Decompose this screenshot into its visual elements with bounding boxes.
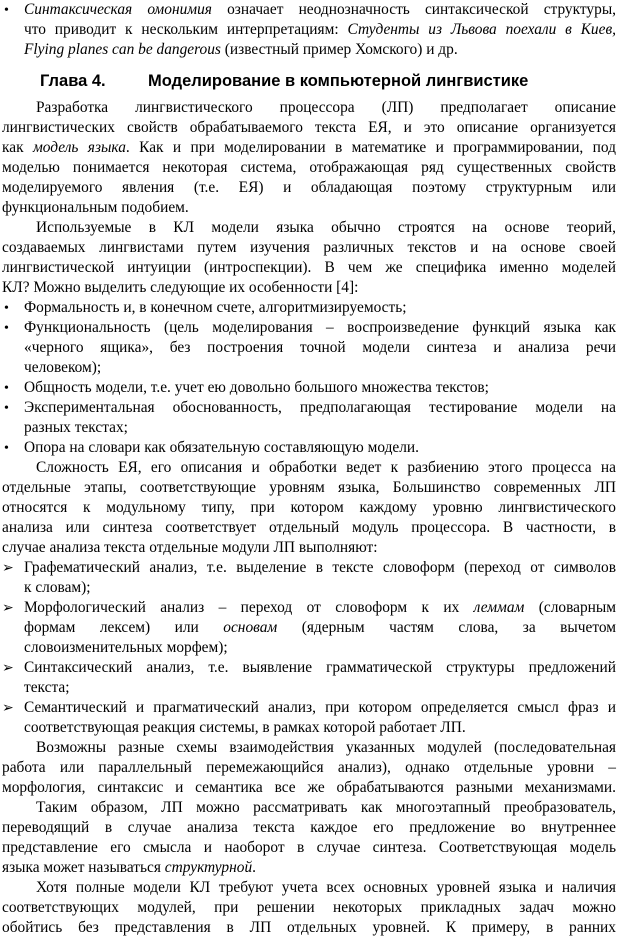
feature-item: Функциональность (цель моделирования – воспроизведение функций языка как (24, 319, 616, 336)
intro-line-3: Flying planes can be dangerous (известный пример Хомского) и др. (24, 41, 458, 58)
module-item: Морфологический анализ – переход от словоформ к их леммам (словарным (24, 599, 617, 616)
para4-line-3: морфология, синтаксис и семантика все же обрабатываются разными механизмами. (2, 779, 616, 796)
chapter-title: Моделирование в компьютерной лингвистике (148, 72, 529, 90)
feature-item: Опора на словари как обязательную составляющую модели. (24, 439, 420, 456)
para6-line-3: обойтись без представления в ЛП отдельных уровней. К примеру, в ранних (2, 919, 616, 936)
arrow-bullet-icon: ➢ (2, 560, 14, 576)
para4-line-1: Возможны разные схемы взаимодействия указанных модулей (последовательная (36, 739, 616, 756)
para4-line-2: работа или параллельный перемежающийся анализ), однако отдельные уровни – (2, 759, 616, 776)
chapter-heading (40, 70, 528, 92)
module-item-cont: текста; (24, 679, 70, 696)
para1-line-3: как модель языка. Как и при моделировании в математике и программировании, под (2, 139, 616, 156)
feature-item: Формальность и, в конечном счете, алгоритмизируемость; (24, 299, 407, 316)
intro-line-2: что приводит к нескольким интерпретациям: Студенты из Львова поехали в Киев, (24, 21, 616, 38)
module-item-cont: к словам); (24, 579, 91, 596)
para1-line-6: функциональным подобием. (2, 199, 189, 216)
para5-line-4: языка может называться структурной. (2, 859, 257, 876)
para3-line-3: относятся к модульному типу, при котором каждому уровню лингвистического (2, 499, 616, 516)
para1-line-2: лингвистических свойств обрабатываемого текста ЕЯ, и это описание организуется (2, 119, 616, 136)
chapter-number: Глава 4. (40, 72, 106, 90)
arrow-bullet-icon: ➢ (2, 700, 14, 716)
intro-line-1: Синтаксическая омонимия означает неоднозначность синтаксической структуры, (24, 1, 617, 18)
module-item: Синтаксический анализ, т.е. выявление грамматической структуры предложений (24, 659, 616, 676)
para2-line-1: Используемые в КЛ модели языка обычно строятся на основе теорий, (36, 219, 616, 236)
para2-line-3: лингвистической интуиции (интроспекции). В чем же специфика именно моделей (2, 259, 616, 276)
arrow-bullet-icon: ➢ (2, 660, 14, 676)
bullet-icon: • (4, 401, 9, 416)
bullet-icon: • (4, 301, 9, 316)
para3-line-1: Сложность ЕЯ, его описания и обработки ведет к разбиению этого процесса на (36, 459, 616, 476)
para6-line-1: Хотя полные модели КЛ требуют учета всех основных уровней языка и наличия (36, 879, 616, 896)
bullet-icon: • (4, 3, 9, 18)
module-item-cont: формам лексем) или основам (ядерным частям слова, за вычетом (24, 619, 616, 636)
para5-line-2: переводящий в случае анализа текста каждое его предложение во внутреннее (2, 819, 616, 836)
feature-item-cont: человеком); (24, 359, 102, 376)
para5-line-1: Таким образом, ЛП можно рассматривать как многоэтапный преобразователь, (36, 799, 616, 816)
module-item: Графематический анализ, т.е. выделение в тексте словоформ (переход от символов (24, 559, 616, 576)
feature-item: Экспериментальная обоснованность, предполагающая тестирование модели на (24, 399, 616, 416)
para3-line-5: случае анализа текста отдельные модули ЛП выполняют: (2, 539, 378, 556)
feature-item: Общность модели, т.е. учет ею довольно большого множества текстов; (24, 379, 489, 396)
para5-line-3: представление его смысла и наоборот в случае синтеза. Соответствующая модель (2, 839, 616, 856)
feature-item-cont: разных текстах; (24, 419, 128, 436)
feature-item-cont: «черного ящика», без построения точной модели синтеза и анализа речи (24, 339, 616, 356)
para2-line-4: КЛ? Можно выделить следующие их особенности [4]: (2, 279, 359, 296)
bullet-icon: • (4, 321, 9, 336)
module-item-cont: соответствующая реакция системы, в рамках которой работает ЛП. (24, 719, 466, 736)
para3-line-2: отдельные этапы, соответствующие уровням языка, Большинство современных ЛП (2, 479, 616, 496)
module-item-cont: словоизменительных морфем); (24, 639, 228, 656)
para3-line-4: анализа или синтеза соответствует отдельный модуль процессора. В частности, в (2, 519, 616, 536)
arrow-bullet-icon: ➢ (2, 600, 14, 616)
para1-line-4: моделью понимается некоторая система, отображающая ряд существенных свойств (2, 159, 616, 176)
para2-line-2: создаваемых лингвистами путем изучения различных текстов и на основе своей (2, 239, 616, 256)
bullet-icon: • (4, 381, 9, 396)
module-item: Семантический и прагматический анализ, при котором определяется смысл фраз и (24, 699, 616, 716)
para1-line-5: моделируемого явления (т.е. ЕЯ) и обладающая поэтому структурным или (2, 179, 616, 196)
bullet-icon: • (4, 441, 9, 456)
para6-line-2: соответствующих модулей, при решении некоторых прикладных задач можно (2, 899, 616, 916)
para1-line-1: Разработка лингвистического процессора (ЛП) предполагает описание (36, 99, 616, 116)
